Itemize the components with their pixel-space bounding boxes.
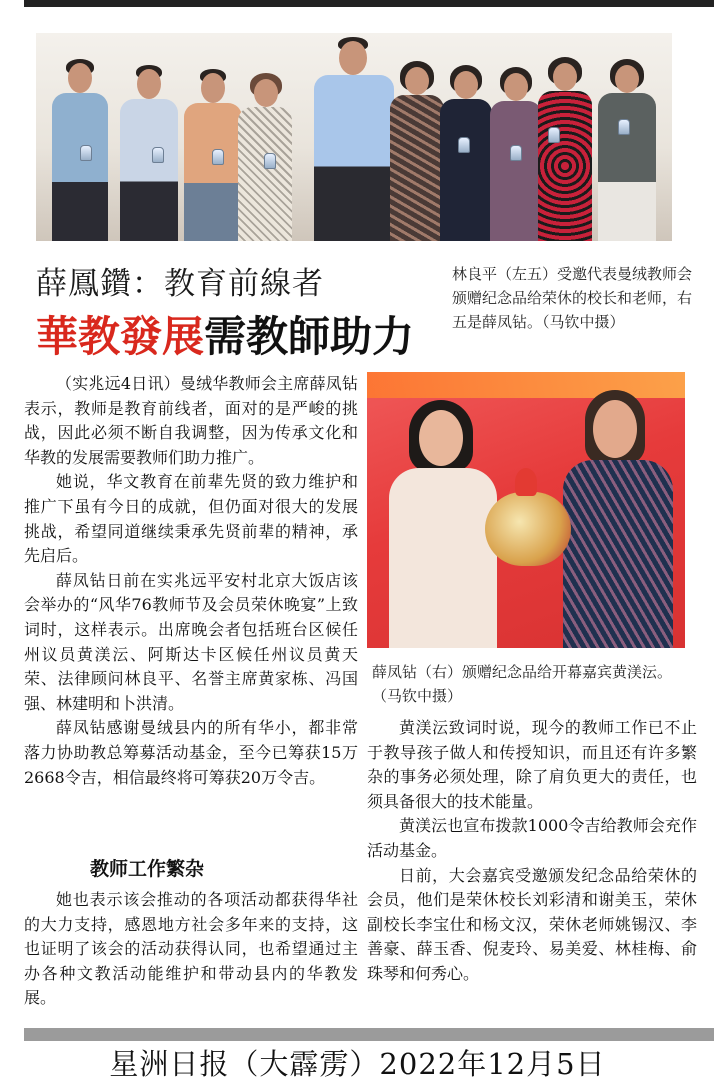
- article-paragraph: （实兆远4日讯）曼绒华教师会主席薛凤钻表示，教师是教育前线者，面对的是严峻的挑战，因此必须不断自我调整，因为传承文化和华教的发展需要教师们助力推广。: [24, 374, 358, 467]
- section-subheading: 教师工作繁杂: [90, 858, 205, 880]
- bottom-rule: [24, 1028, 714, 1041]
- photo2-caption: 薛凤钻（右）颁赠纪念品给开幕嘉宾黄渼沄。（马钦中摄）: [372, 663, 673, 705]
- article-left-after: [24, 888, 358, 1011]
- event-banner-strip: [367, 372, 685, 398]
- article-paragraph: 薛凤钻日前在实兆远平安村北京大饭店该会举办的“风华76教师节及会员荣休晚宴”上致词时，这样表示。出席晚会者包括班台区候任州议员黄渼沄、阿斯达卡区候任州议员黄天荣、法律顾问林良平、名誉主席黄家栋、冯国强、林建明和卜洪清。: [24, 570, 358, 713]
- group-photo: [36, 33, 672, 241]
- article-paragraph: 她说，华文教育在前辈先贤的致力维护和推广下虽有今日的成就，但仍面对很大的发展挑战，希望同道继续秉承先贤前辈的精神，承先启后。: [24, 472, 358, 566]
- article-paragraph: 薛凤钻感谢曼绒县内的所有华小，都非常落力协助教总筹募活动基金，至今已筹获15万2668令吉，相信最终将可筹获20万令吉。: [24, 718, 358, 787]
- article-paragraph: 她也表示该会推动的各项活动都获得华社的大力支持，感恩地方社会多年来的支持，这也证明了该会的活动获得认同，也希望通过主办各种文教活动能维护和带动县内的华教发展。: [24, 890, 358, 1008]
- article-paragraph: 日前，大会嘉宾受邀颁发纪念品给荣休的会员，他们是荣休校长刘彩清和谢美玉，荣休副校长李宝仕和杨文汉，荣休老师姚锡汉、李善豪、薛玉香、倪麦玲、易美爱、林桂梅、俞珠琴和何秀心。: [367, 865, 697, 983]
- photo1-caption: 林良平（左五）受邀代表曼绒教师会颁赠纪念品给荣休的校长和老师，右五是薛凤钻。（马钦中摄）: [452, 265, 693, 331]
- award-photo: [367, 372, 685, 648]
- article-paragraph: 黄渼沄致词时说，现今的教师工作已不止于教导孩子做人和传授知识，而且还有许多繁杂的事务必须处理，除了肩负更大的责任，也须具备很大的技术能量。: [367, 718, 697, 811]
- article-left-column: [24, 372, 358, 790]
- headline-red-part: 華教發展: [36, 312, 205, 361]
- headline-line-1: 薛鳳鑽：教育前線者: [36, 266, 324, 302]
- article-right-column: [367, 716, 697, 987]
- article-paragraph: 黄渼沄也宣布拨款1000令吉给教师会充作活动基金。: [367, 816, 697, 860]
- publication-footer: 星洲日报（大霹雳）2022年12月5日: [109, 1047, 606, 1081]
- headline-black-part: 需教師助力: [204, 312, 415, 361]
- headline-line-2: [36, 304, 414, 364]
- top-rule: [24, 0, 714, 7]
